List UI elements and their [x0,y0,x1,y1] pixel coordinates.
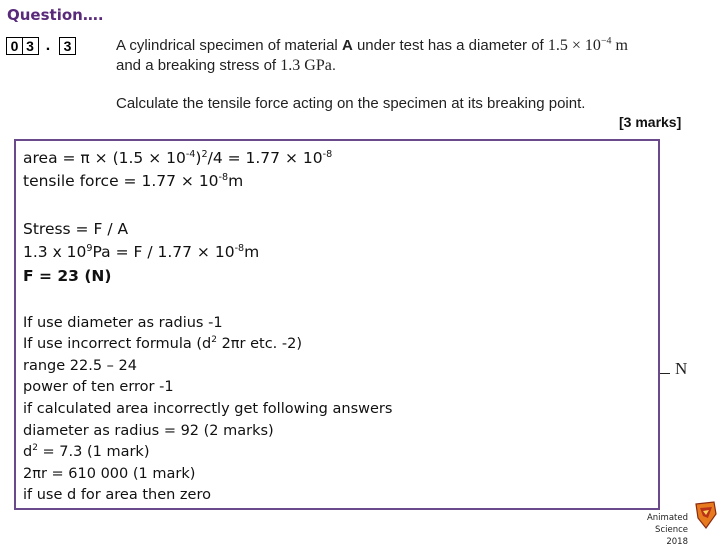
exponent: −4 [600,35,612,47]
footer-line: Animated Science [646,513,688,535]
question-heading: Question…. [7,6,104,24]
note-line: if use d for area then zero [23,487,211,503]
note-line: power of ten error -1 [23,379,174,395]
text-span: 1.3 x 10 [23,243,87,261]
text-span: area = π × (1.5 × 10 [23,149,186,167]
question-line-1 [116,36,628,56]
stress-substitution [23,243,259,261]
answer-unit-line [660,359,687,379]
exponent: 2 [211,335,217,346]
exponent: -4 [185,148,196,160]
exponent: 2 [32,443,38,454]
text-span: 1.5 × 10 [547,37,601,54]
text-span: A cylindrical specimen of material [116,37,342,54]
question-text [116,36,628,76]
text-span: m [228,172,244,190]
text-span: . [331,57,336,74]
text-span: 2πr etc. -2) [216,336,303,352]
answer-line [660,373,670,374]
exponent: 9 [86,242,93,254]
note-line: If use diameter as radius -1 [23,315,223,331]
exponent: -8 [234,242,245,254]
diameter-value [548,37,628,54]
tensile-line [23,172,243,190]
question-instruction: Calculate the tensile force acting on the specimen at its breaking point. [116,95,586,112]
question-line-2 [116,56,628,76]
text-span: /4 = 1.77 × 10 [207,149,323,167]
footer-credit [612,512,688,548]
exponent: 2 [201,148,208,160]
note-line [23,444,150,460]
question-number-box: 3 [22,37,39,55]
material-label: A [341,37,353,54]
text-span: ) [195,149,202,167]
exponent: -8 [322,148,333,160]
text-span: under test has a diameter of [352,37,548,54]
note-line: diameter as radius = 92 (2 marks) [23,423,274,439]
animated-science-logo-icon [694,500,718,530]
exponent: -8 [218,171,229,183]
text-span: d [23,444,33,460]
text-span: = 7.3 (1 mark) [37,444,150,460]
stress-value: 1.3 GPa [280,57,332,74]
text-span: m [244,243,260,261]
question-part-box: 3 [59,37,76,55]
footer-line: 2018 [666,537,688,547]
note-line [23,336,302,352]
note-line: if calculated area incorrectly get following answers [23,401,393,417]
area-line [23,149,332,167]
force-result: F = 23 (N) [23,267,112,285]
question-number-box: 0 [6,37,23,55]
note-line: range 22.5 – 24 [23,358,137,374]
question-number [6,37,75,55]
question-number-dot: . [45,37,51,54]
text-span: m [611,37,628,54]
marks-label: [3 marks] [619,114,682,130]
note-line: 2πr = 610 000 (1 mark) [23,466,196,482]
stress-equation: Stress = F / A [23,220,129,238]
text-span: tensile force = 1.77 × 10 [23,172,219,190]
answer-box [14,139,660,510]
text-span: If use incorrect formula (d [23,336,212,352]
text-span: Pa = F / 1.77 × 10 [92,243,235,261]
text-span: and a breaking stress of [116,57,281,74]
unit-label: N [675,359,688,378]
